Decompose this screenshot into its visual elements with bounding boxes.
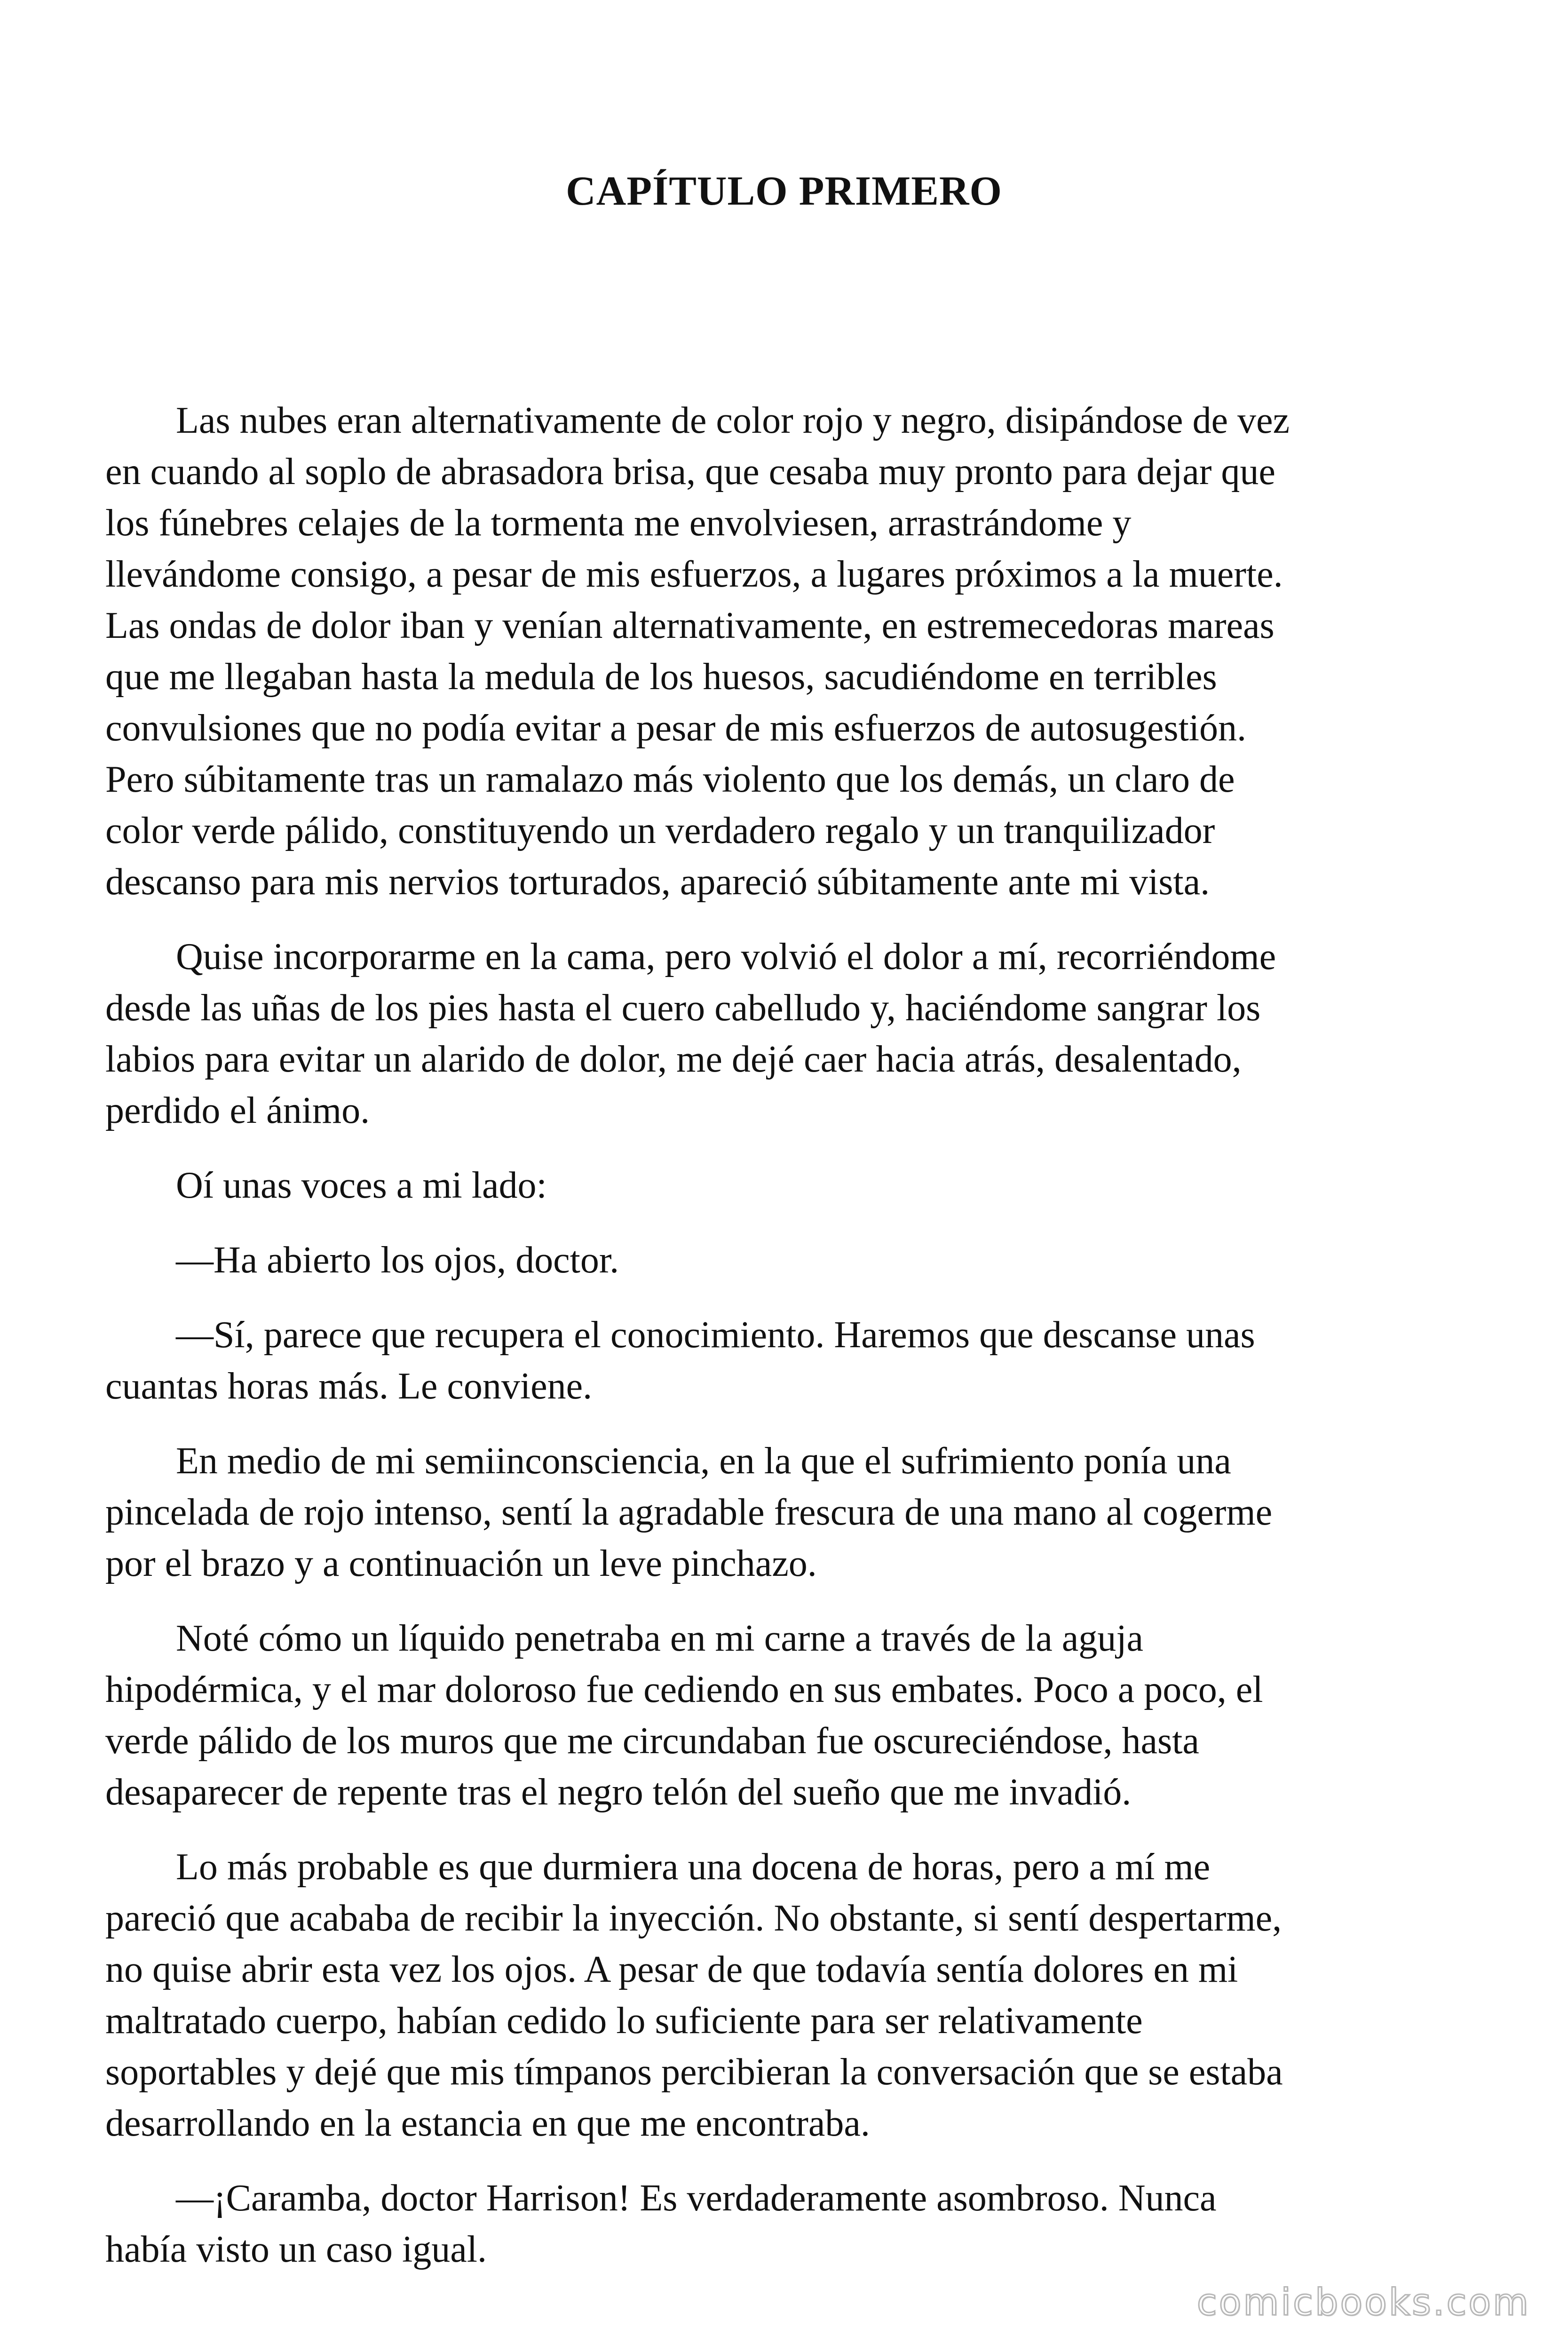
text-line: en cuando al soplo de abrasadora brisa, que cesaba muy pronto para dejar que — [105, 451, 1275, 493]
text-line: desde las uñas de los pies hasta el cuero cabelludo y, haciéndome sangrar los — [105, 987, 1261, 1029]
text-line: perdido el ánimo. — [105, 1090, 370, 1131]
text-line: había visto un caso igual. — [105, 2229, 487, 2270]
text-line: descanso para mis nervios torturados, apareció súbitamente ante mi vista. — [105, 861, 1210, 903]
text-line: pincelada de rojo intenso, sentí la agradable frescura de una mano al cogerme — [105, 1492, 1273, 1533]
paragraph — [105, 395, 1463, 908]
paragraph — [105, 1160, 1463, 1211]
text-line: —Ha abierto los ojos, doctor. — [176, 1240, 619, 1281]
text-line: Oí unas voces a mi lado: — [176, 1165, 547, 1206]
chapter-title: CAPÍTULO PRIMERO — [566, 168, 1002, 214]
text-line: En medio de mi semiinconsciencia, en la que el sufrimiento ponía una — [176, 1440, 1231, 1482]
text-line: Quise incorporarme en la cama, pero volvió el dolor a mí, recorriéndome — [176, 936, 1276, 977]
paragraph — [105, 1842, 1463, 2149]
text-line: no quise abrir esta vez los ojos. A pesar de que todavía sentía dolores en mi — [105, 1949, 1238, 1990]
text-line: los fúnebres celajes de la tormenta me envolviesen, arrastrándome y — [105, 502, 1132, 544]
dialogue-paragraph — [105, 2173, 1463, 2275]
text-line: Las ondas de dolor iban y venían alternativamente, en estremecedoras mareas — [105, 605, 1275, 646]
text-line: verde pálido de los muros que me circundaban fue oscureciéndose, hasta — [105, 1720, 1199, 1762]
text-line: que me llegaban hasta la medula de los huesos, sacudiéndome en terribles — [105, 656, 1217, 698]
paragraph — [105, 931, 1463, 1136]
watermark: comicbooks.com — [1196, 2281, 1530, 2324]
paragraph — [105, 1613, 1463, 1818]
paragraph — [105, 1436, 1463, 1589]
text-line: convulsiones que no podía evitar a pesar de mis esfuerzos de autosugestión. — [105, 707, 1247, 749]
text-line: labios para evitar un alarido de dolor, me dejé caer hacia atrás, desalentado, — [105, 1039, 1242, 1080]
text-line: Las nubes eran alternativamente de color rojo y negro, disipándose de vez — [176, 400, 1290, 441]
chapter-body — [105, 395, 1463, 2299]
text-line: pareció que acababa de recibir la inyección. No obstante, si sentí despertarme, — [105, 1898, 1282, 1939]
text-line: color verde pálido, constituyendo un verdadero regalo y un tranquilizador — [105, 810, 1215, 851]
text-line: Pero súbitamente tras un ramalazo más violento que los demás, un claro de — [105, 759, 1235, 800]
text-line: por el brazo y a continuación un leve pinchazo. — [105, 1543, 817, 1584]
text-line: cuantas horas más. Le conviene. — [105, 1366, 593, 1407]
text-line: Lo más probable es que durmiera una docena de horas, pero a mí me — [176, 1846, 1211, 1888]
text-line: maltratado cuerpo, habían cedido lo suficiente para ser relativamente — [105, 2000, 1143, 2042]
dialogue-paragraph — [105, 1235, 1463, 1286]
dialogue-paragraph — [105, 1310, 1463, 1412]
text-line: llevándome consigo, a pesar de mis esfuerzos, a lugares próximos a la muerte. — [105, 554, 1283, 595]
text-line: hipodérmica, y el mar doloroso fue cediendo en sus embates. Poco a poco, el — [105, 1669, 1263, 1710]
text-line: Noté cómo un líquido penetraba en mi carne a través de la aguja — [176, 1618, 1143, 1659]
text-line: desaparecer de repente tras el negro telón del sueño que me invadió. — [105, 1772, 1132, 1813]
text-line: —Sí, parece que recupera el conocimiento. Haremos que descanse unas — [176, 1314, 1255, 1356]
text-line: —¡Caramba, doctor Harrison! Es verdaderamente asombroso. Nunca — [176, 2177, 1217, 2219]
text-line: desarrollando en la estancia en que me encontraba. — [105, 2103, 870, 2144]
text-line: soportables y dejé que mis tímpanos percibieran la conversación que se estaba — [105, 2051, 1283, 2093]
